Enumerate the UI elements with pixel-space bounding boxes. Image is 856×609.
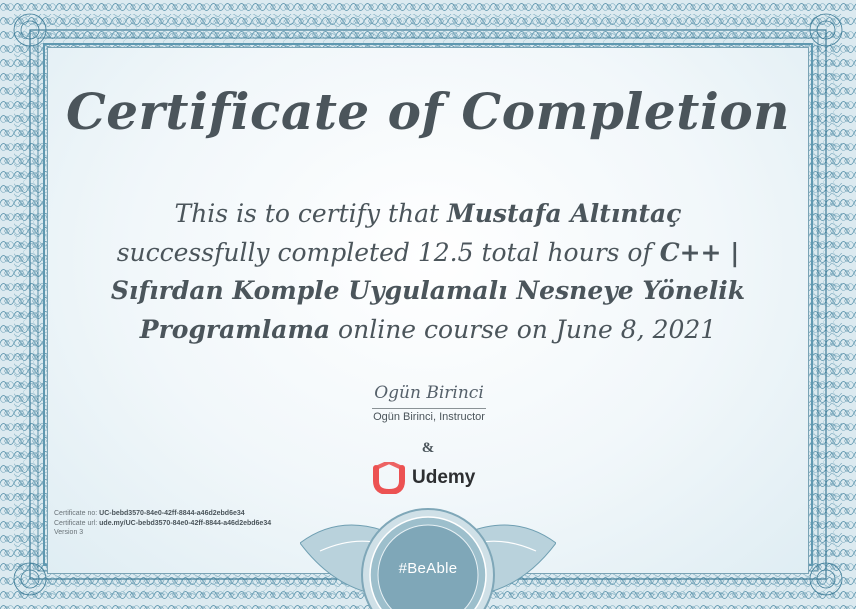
udemy-u-icon	[372, 462, 406, 494]
instructor-signature-block	[368, 380, 490, 423]
completed-text: successfully completed 12.5 total hours of	[116, 237, 652, 267]
certificate-number-row	[54, 509, 271, 519]
certificate-url-row	[54, 519, 271, 529]
ampersand: &	[421, 440, 435, 456]
signature-caption: Ogün Birinci, Instructor	[373, 411, 485, 423]
intro-text: This is to certify that	[174, 199, 440, 228]
certificate-version: Version 3	[54, 529, 84, 536]
course-title: C++ | Sıfırdan Komple Uygulamalı Nesneye Yönelik Programlama	[110, 237, 746, 344]
certificate-url-label: Certificate url:	[54, 519, 98, 527]
closing-text: online course on June 8, 2021	[338, 314, 717, 344]
certificate-url[interactable]: ude.my/UC-bebd3570-84e0-42ff-8844-a46d2ebd6e34	[99, 519, 272, 527]
signature-line	[372, 408, 486, 409]
certificate-title: Certificate of Completion	[65, 82, 791, 141]
certificate-number-label: Certificate no:	[54, 510, 98, 517]
udemy-wordmark: Udemy	[412, 467, 476, 488]
certificate-statement	[60, 195, 796, 349]
seal-emblem	[300, 503, 556, 609]
udemy-logo	[372, 462, 475, 494]
certificate-number: UC-bebd3570-84e0-42ff-8844-a46d2ebd6e34	[99, 510, 245, 517]
signature: Ogün Birinci	[374, 383, 484, 403]
certificate-meta	[54, 509, 271, 538]
recipient-name: Mustafa Altıntaç	[447, 199, 682, 228]
seal-hashtag: #BeAble	[398, 560, 458, 577]
